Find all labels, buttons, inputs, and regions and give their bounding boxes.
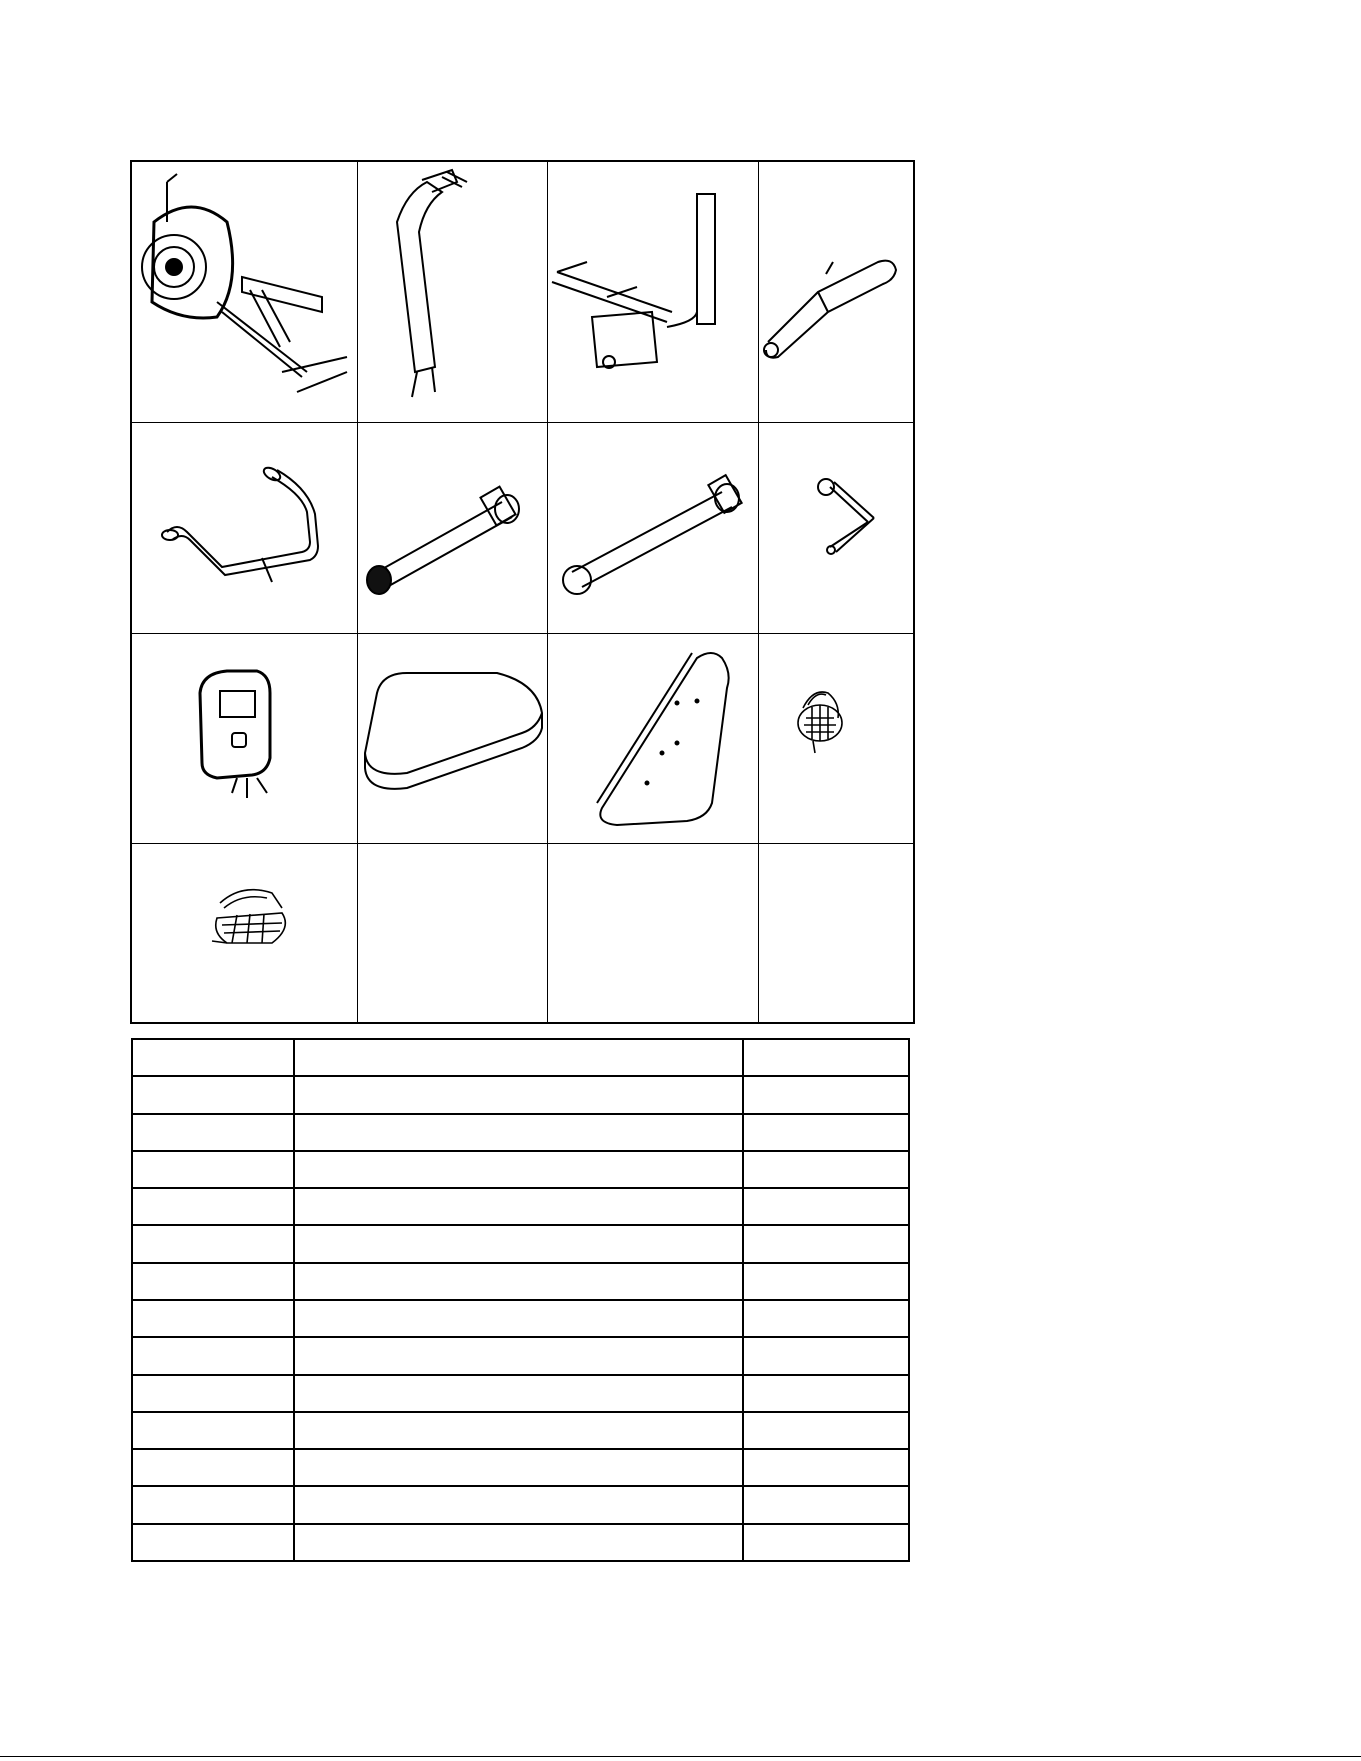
table-cell bbox=[743, 1486, 909, 1523]
table-cell bbox=[743, 1375, 909, 1412]
table-row bbox=[132, 1449, 909, 1486]
seat-cushion-icon bbox=[357, 633, 547, 843]
table-cell bbox=[743, 1263, 909, 1300]
table-cell bbox=[294, 1412, 743, 1449]
table-cell bbox=[743, 1225, 909, 1262]
table-cell bbox=[743, 1114, 909, 1151]
table-row bbox=[132, 1263, 909, 1300]
table-cell bbox=[743, 1524, 909, 1561]
table-cell bbox=[132, 1076, 294, 1113]
table-cell bbox=[743, 1412, 909, 1449]
table-row bbox=[132, 1151, 909, 1188]
right-pedal-icon bbox=[132, 843, 357, 1024]
main-frame-with-flywheel-icon bbox=[132, 162, 357, 422]
table-cell bbox=[132, 1412, 294, 1449]
table-header-row bbox=[132, 1039, 909, 1076]
table-cell bbox=[132, 1449, 294, 1486]
table-cell bbox=[294, 1114, 743, 1151]
table-header-cell bbox=[294, 1039, 743, 1076]
table-cell bbox=[132, 1188, 294, 1225]
table-cell bbox=[132, 1114, 294, 1151]
table-cell bbox=[132, 1263, 294, 1300]
parts-illustration-grid bbox=[130, 160, 915, 1024]
table-row bbox=[132, 1524, 909, 1561]
table-cell bbox=[294, 1188, 743, 1225]
table-cell bbox=[132, 1300, 294, 1337]
table-cell bbox=[743, 1188, 909, 1225]
table-cell bbox=[294, 1151, 743, 1188]
left-pedal-icon bbox=[758, 633, 913, 843]
front-stabilizer-icon bbox=[357, 422, 547, 633]
table-cell bbox=[294, 1300, 743, 1337]
table-cell bbox=[294, 1263, 743, 1300]
empty-cell bbox=[357, 843, 547, 1024]
rear-stabilizer-icon bbox=[547, 422, 758, 633]
front-post-tube-icon bbox=[357, 162, 547, 422]
table-row bbox=[132, 1412, 909, 1449]
table-row bbox=[132, 1188, 909, 1225]
table-cell bbox=[132, 1486, 294, 1523]
table-cell bbox=[294, 1375, 743, 1412]
table-header-cell bbox=[743, 1039, 909, 1076]
table-cell bbox=[294, 1524, 743, 1561]
table-cell bbox=[743, 1337, 909, 1374]
seat-handlebar-icon bbox=[758, 162, 913, 422]
table-cell bbox=[132, 1225, 294, 1262]
table-cell bbox=[743, 1076, 909, 1113]
table-header-cell bbox=[132, 1039, 294, 1076]
backrest-icon bbox=[547, 633, 758, 843]
table-cell bbox=[294, 1449, 743, 1486]
table-row bbox=[132, 1114, 909, 1151]
table-cell bbox=[294, 1076, 743, 1113]
table-cell bbox=[294, 1486, 743, 1523]
table-cell bbox=[132, 1151, 294, 1188]
empty-cell bbox=[758, 843, 913, 1024]
table-row bbox=[132, 1375, 909, 1412]
footer-rule bbox=[0, 1756, 1361, 1757]
seat-rail-frame-icon bbox=[547, 162, 758, 422]
table-cell bbox=[132, 1524, 294, 1561]
table-cell bbox=[743, 1151, 909, 1188]
table-row bbox=[132, 1300, 909, 1337]
knob-pin-icon bbox=[758, 422, 913, 633]
parts-list-table bbox=[131, 1038, 910, 1562]
table-cell bbox=[294, 1337, 743, 1374]
table-row bbox=[132, 1486, 909, 1523]
front-handlebar-icon bbox=[132, 422, 357, 633]
table-cell bbox=[743, 1300, 909, 1337]
table-row bbox=[132, 1076, 909, 1113]
empty-cell bbox=[547, 843, 758, 1024]
table-row bbox=[132, 1337, 909, 1374]
table-row bbox=[132, 1225, 909, 1262]
table-cell bbox=[132, 1337, 294, 1374]
table-cell bbox=[743, 1449, 909, 1486]
console-icon bbox=[132, 633, 357, 843]
table-cell bbox=[132, 1375, 294, 1412]
table-cell bbox=[294, 1225, 743, 1262]
